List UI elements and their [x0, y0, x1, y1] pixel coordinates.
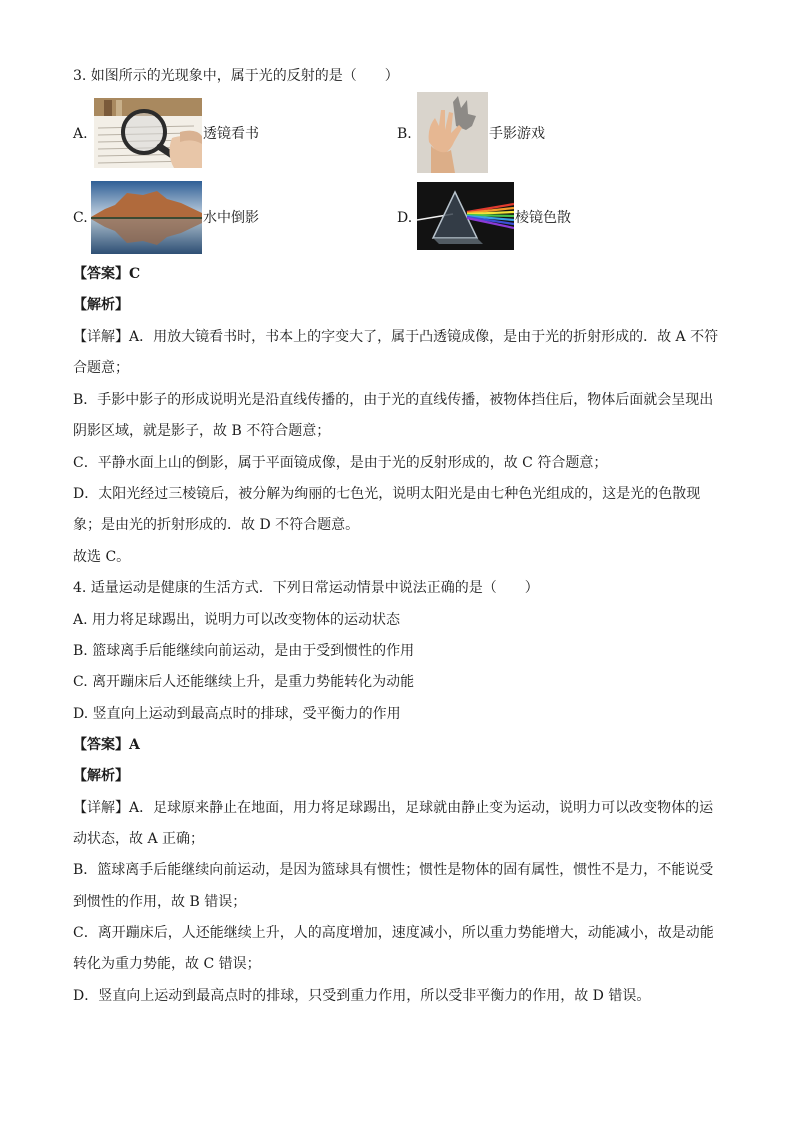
question-3-detail-line: 【详解】A．用放大镜看书时，书本上的字变大了，属于凸透镜成像，是由于光的折射形成的．故 A 不符 — [73, 329, 719, 345]
option-d-label: 棱镜色散 — [515, 210, 571, 226]
question-3-analysis-title: 【解析】 — [73, 297, 129, 313]
question-3-detail-line: C．平静水面上山的倒影，属于平面镜成像，是由于光的反射形成的，故 C 符合题意； — [73, 455, 608, 471]
question-3-stem: 3. 如图所示的光现象中，属于光的反射的是（ ） — [73, 68, 399, 84]
magnifier-book-image — [94, 98, 202, 168]
question-3-answer: 【答案】C — [73, 266, 141, 282]
option-b-letter: B. — [397, 126, 412, 142]
question-3-detail-line: B．手影中影子的形成说明光是沿直线传播的，由于光的直线传播，被物体挡住后，物体后面就会呈现出 — [73, 392, 714, 408]
question-4-detail-line: 动状态，故 A 正确； — [73, 831, 205, 847]
question-4-detail-line: D．竖直向上运动到最高点时的排球，只受到重力作用，所以受非平衡力的作用，故 D 错误。 — [73, 988, 651, 1004]
question-4-option-d: D. 竖直向上运动到最高点时的排球，受平衡力的作用 — [73, 706, 401, 722]
question-4-detail-line: C．离开蹦床后，人还能继续上升，人的高度增加，速度减小，所以重力势能增大，动能减小，故是动能 — [73, 925, 714, 941]
mountain-reflection-image — [91, 181, 202, 254]
option-c-letter: C. — [73, 210, 88, 226]
question-4-answer: 【答案】A — [73, 737, 140, 753]
question-3-detail-line: 阴影区域，就是影子，故 B 不符合题意； — [73, 423, 331, 439]
option-a-letter: A. — [73, 126, 88, 142]
question-4-option-b: B. 篮球离手后能继续向前运动，是由于受到惯性的作用 — [73, 643, 415, 659]
option-b-label: 手影游戏 — [489, 126, 545, 142]
question-4-stem: 4. 适量运动是健康的生活方式．下列日常运动情景中说法正确的是（ ） — [73, 580, 539, 596]
question-4-detail-line: 【详解】A．足球原来静止在地面，用力将足球踢出，足球就由静止变为运动，说明力可以改变物体的运 — [73, 800, 714, 816]
question-3-detail-line: 合题意； — [73, 360, 129, 376]
question-3-detail-line: 象；是由光的折射形成的．故 D 不符合题意。 — [73, 517, 360, 533]
hand-shadow-image — [417, 92, 488, 173]
question-4-option-c: C. 离开蹦床后人还能继续上升，是重力势能转化为动能 — [73, 674, 415, 690]
question-3-detail-line: D．太阳光经过三棱镜后，被分解为绚丽的七色光，说明太阳光是由七种色光组成的，这是光的色散现 — [73, 486, 701, 502]
question-4-detail-line: B．篮球离手后能继续向前运动，是因为篮球具有惯性；惯性是物体的固有属性，惯性不是力，不能说受 — [73, 862, 714, 878]
question-4-detail-line: 转化为重力势能，故 C 错误； — [73, 956, 261, 972]
option-d-letter: D. — [397, 210, 413, 226]
prism-dispersion-image — [417, 182, 514, 250]
question-4-detail-line: 到惯性的作用，故 B 错误； — [73, 894, 247, 910]
question-4-analysis-title: 【解析】 — [73, 768, 129, 784]
question-4-option-a: A. 用力将足球踢出，说明力可以改变物体的运动状态 — [73, 612, 401, 628]
option-c-label: 水中倒影 — [203, 210, 259, 226]
question-3-conclusion: 故选 C。 — [73, 549, 131, 565]
option-a-label: 透镜看书 — [203, 126, 259, 142]
